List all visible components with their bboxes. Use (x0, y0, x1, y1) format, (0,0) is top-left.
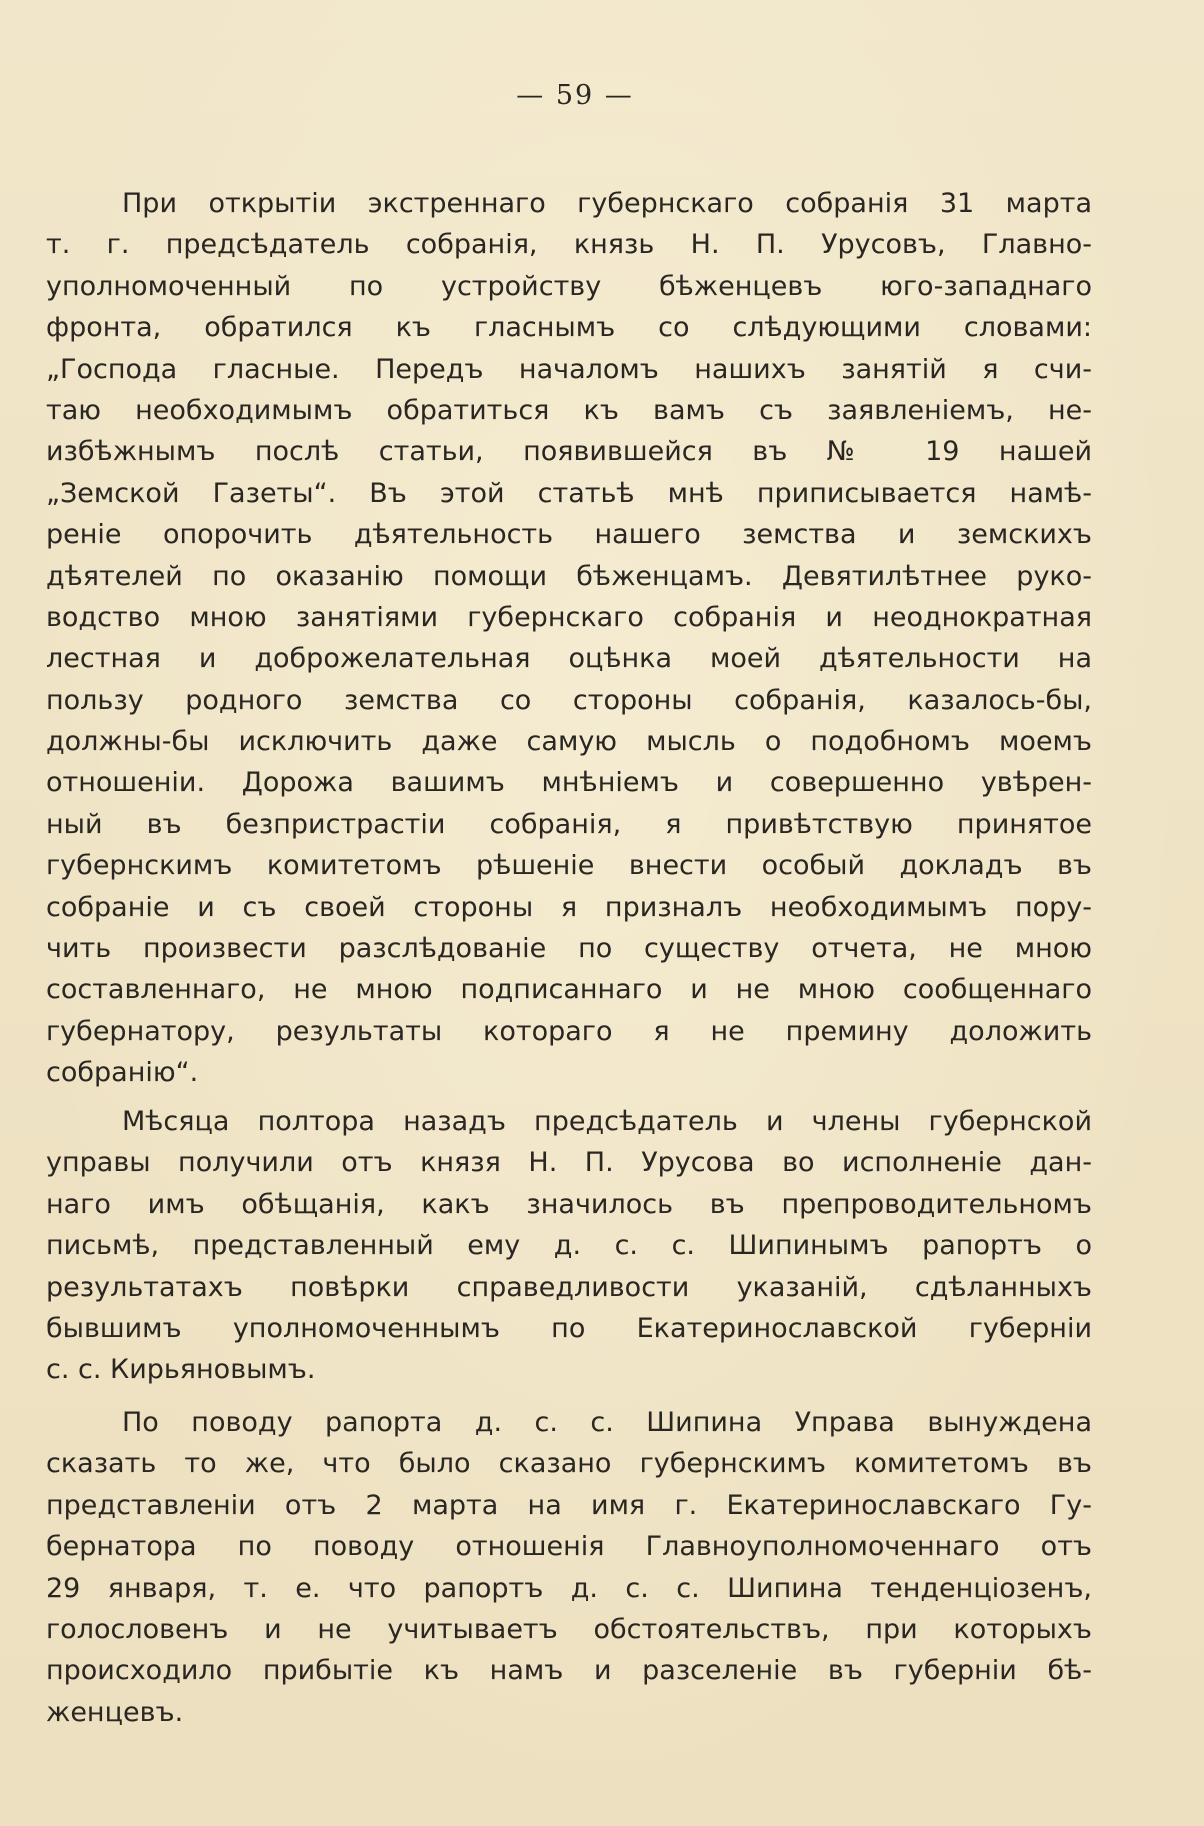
text-line: бывшимъ уполномоченнымъ по Екатеринославской губерніи (46, 1312, 1092, 1344)
text-line: т. г. предсѣдатель собранія, князь Н. П. Урусовъ, Главно- (46, 229, 1092, 261)
text-line: отношеніи. Дорожа вашимъ мнѣніемъ и совершенно увѣрен- (46, 767, 1092, 799)
text-line: „Господа гласные. Передъ началомъ нашихъ занятій я счи- (46, 353, 1092, 385)
text-line: бернатора по поводу отношенія Главноуполномоченнаго отъ (46, 1531, 1092, 1563)
text-line: „Земской Газеты“. Въ этой статьѣ мнѣ приписывается намѣ- (46, 477, 1092, 509)
text-line: собраніе и съ своей стороны я призналъ необходимымъ пору- (46, 891, 1092, 923)
text-line: Мѣсяца полтора назадъ предсѣдатель и члены губернской (122, 1106, 1092, 1137)
text-line: сказать то же, что было сказано губернскимъ комитетомъ въ (46, 1448, 1092, 1480)
text-line: письмѣ, представленный ему д. с. с. Шипинымъ рапортъ о (46, 1230, 1092, 1262)
text-line: реніе опорочить дѣятельность нашего земства и земскихъ (46, 519, 1092, 551)
text-line: голословенъ и не учитываетъ обстоятельствъ, при которыхъ (46, 1613, 1092, 1645)
text-line: чить произвести разслѣдованіе по существу отчета, не мною (46, 933, 1092, 965)
text-line: наго имъ обѣщанія, какъ значилось въ препроводительномъ (46, 1188, 1092, 1220)
text-line: фронта, обратился къ гласнымъ со слѣдующими словами: (46, 312, 1092, 344)
text-line: водство мною занятіями губернскаго собранія и неоднократная (46, 601, 1092, 633)
text-line: собранію“. (46, 1057, 199, 1089)
paragraph-1 (46, 183, 1092, 1094)
text-line: составленнаго, не мною подписаннаго и не мною сообщеннаго (46, 974, 1092, 1006)
text-line: уполномоченный по устройству бѣженцевъ юго-западнаго (46, 270, 1092, 302)
text-line: результатахъ повѣрки справедливости указаній, сдѣланныхъ (46, 1271, 1092, 1303)
text-line: 29 января, т. е. что рапортъ д. с. с. Шипина тенденціозенъ, (46, 1572, 1092, 1604)
paragraph-3 (46, 1402, 1092, 1733)
text-line: женцевъ. (46, 1696, 184, 1728)
text-line: представленіи отъ 2 марта на имя г. Екатеринославскаго Гу- (46, 1489, 1092, 1521)
text-line: При открытіи экстреннаго губернскаго собранія 31 марта (122, 188, 1092, 219)
text-line: избѣжнымъ послѣ статьи, появившейся въ № 19 нашей (46, 436, 1092, 468)
text-line: По поводу рапорта д. с. с. Шипина Управа вынуждена (122, 1407, 1092, 1438)
text-line: губернатору, результаты котораго я не премину доложить (46, 1015, 1092, 1047)
text-line: губернскимъ комитетомъ рѣшеніе внести особый докладъ въ (46, 850, 1092, 882)
paragraph-2 (46, 1101, 1092, 1391)
text-line: лестная и доброжелательная оцѣнка моей дѣятельности на (46, 643, 1092, 675)
text-line: таю необходимымъ обратиться къ вамъ съ заявленіемъ, не- (46, 394, 1092, 426)
text-line: пользу родного земства со стороны собранія, казалось-бы, (46, 684, 1092, 716)
page-number: — 59 — (516, 80, 634, 111)
text-line: происходило прибытіе къ намъ и разселеніе въ губерніи бѣ- (46, 1655, 1092, 1687)
text-line: должны-бы исключить даже самую мысль о подобномъ моемъ (46, 726, 1092, 758)
text-line: управы получили отъ князя Н. П. Урусова во исполненіе дан- (46, 1147, 1092, 1179)
text-line: с. с. Кирьяновымъ. (46, 1354, 316, 1386)
text-line: ный въ безпристрастіи собранія, я привѣтствую принятое (46, 808, 1092, 840)
text-line: дѣятелей по оказанію помощи бѣженцамъ. Девятилѣтнее руко- (46, 560, 1092, 592)
